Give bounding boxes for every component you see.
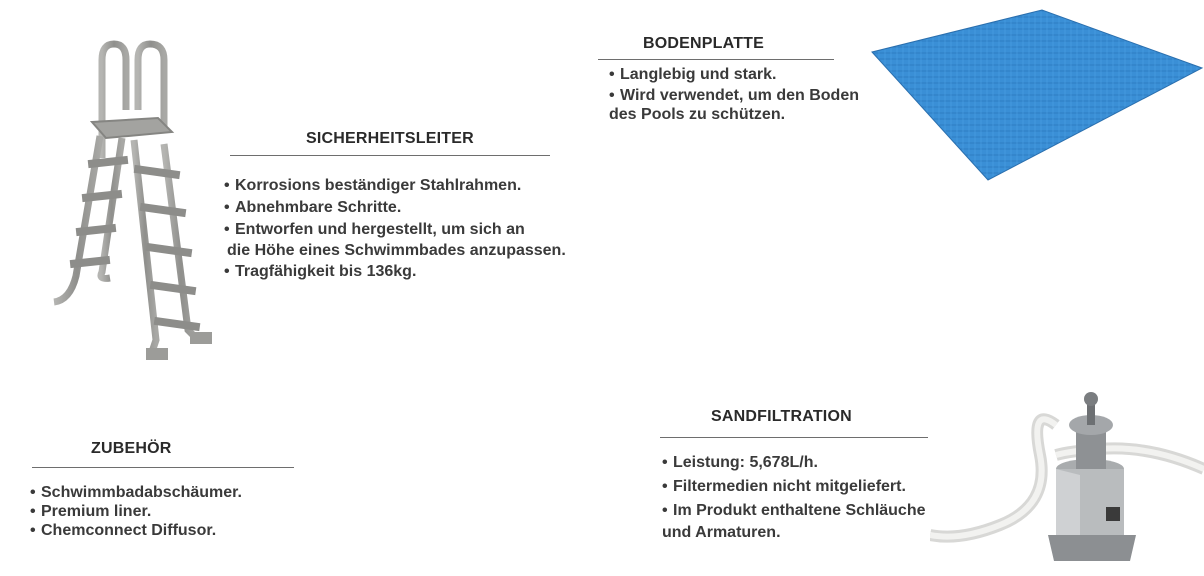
ladder-title: SICHERHEITSLEITER [306, 130, 474, 147]
list-item: • Filtermedien nicht mitgeliefert. [662, 478, 906, 495]
list-item-continued: und Armaturen. [662, 524, 781, 541]
groundcloth-title: BODENPLATTE [643, 35, 765, 52]
pool-ladder-image [30, 40, 230, 375]
groundcloth-divider [598, 59, 834, 60]
list-item: • Im Produkt enthaltene Schläuche [662, 502, 926, 519]
list-item: • Langlebig und stark. [609, 66, 777, 83]
list-item: • Schwimmbadabschäumer. [30, 484, 242, 501]
sand-filter-pump-image [930, 385, 1204, 571]
list-item: • Abnehmbare Schritte. [224, 199, 402, 216]
accessories-divider [32, 467, 294, 468]
ladder-divider [230, 155, 550, 156]
list-item: • Wird verwendet, um den Boden [609, 87, 859, 104]
list-item: • Premium liner. [30, 503, 152, 520]
ground-cloth-image [870, 8, 1204, 184]
list-item-continued: des Pools zu schützen. [609, 106, 786, 123]
list-item: • Chemconnect Diffusor. [30, 522, 217, 539]
list-item: • Korrosions beständiger Stahlrahmen. [224, 177, 522, 194]
filter-divider [660, 437, 928, 438]
groundcloth-features [609, 64, 859, 124]
accessories-features [30, 483, 242, 540]
filter-features [662, 452, 926, 544]
accessories-title: ZUBEHÖR [91, 440, 172, 457]
list-item: • Entworfen und hergestellt, um sich an [224, 221, 525, 238]
ladder-features [224, 175, 566, 283]
list-item-continued: die Höhe eines Schwimmbades anzupassen. [227, 242, 566, 259]
list-item: • Tragfähigkeit bis 136kg. [224, 263, 417, 280]
list-item: • Leistung: 5,678L/h. [662, 454, 818, 471]
filter-title: SANDFILTRATION [711, 408, 852, 425]
